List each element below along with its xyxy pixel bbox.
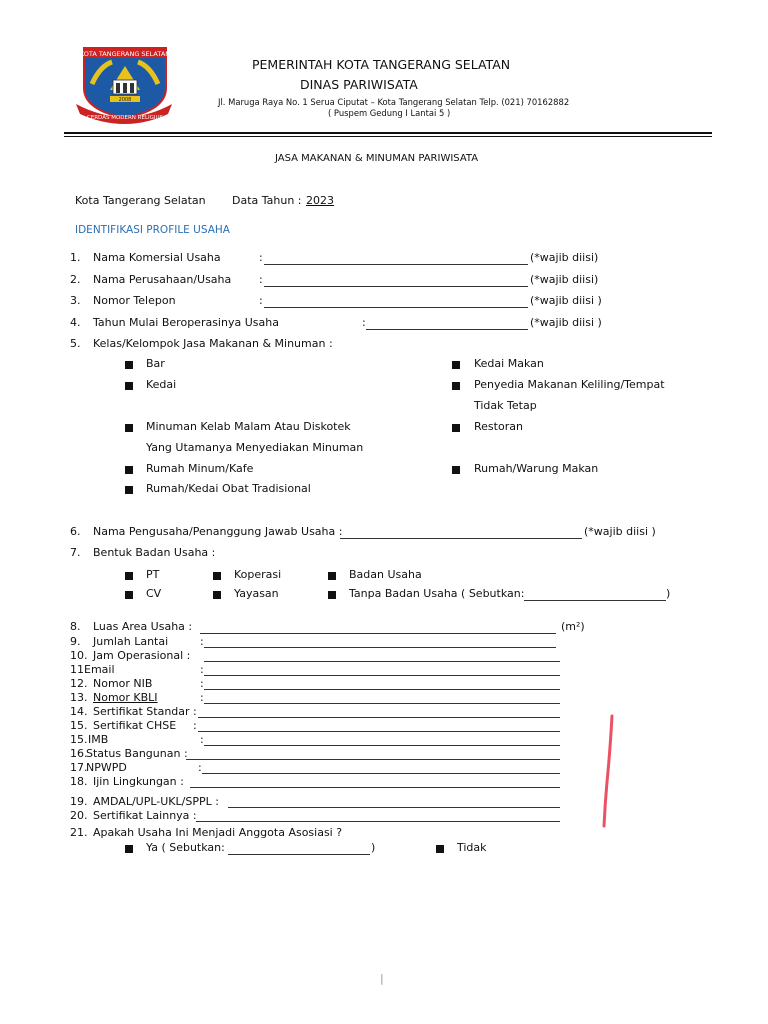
field-13-sep: : [200, 691, 204, 704]
logo-motto-text: CERDAS MODERN RELIGIUS [86, 115, 164, 121]
field-imb-input-line[interactable] [204, 745, 560, 746]
option-badan-usaha: Badan Usaha [349, 568, 422, 581]
field-14-input-line[interactable] [198, 717, 560, 718]
page-mark: | [380, 972, 384, 985]
field-4-note: (*wajib diisi ) [530, 316, 602, 329]
field-18-label: Ijin Lingkungan : [93, 775, 184, 788]
field-18-input-line[interactable] [190, 787, 560, 788]
header-rule-thick [64, 132, 712, 134]
field-15-sep: : [193, 719, 197, 732]
field-9-input-line[interactable] [204, 647, 556, 648]
option-koperasi: Koperasi [234, 568, 282, 581]
checkbox-pt[interactable] [125, 572, 133, 580]
option-penyedia-keliling: Penyedia Makanan Keliling/Tempat [474, 378, 665, 391]
field-imb-num: 15. [70, 733, 88, 746]
field-14-label: Sertifikat Standar : [93, 705, 197, 718]
field-13-num: 13. [70, 691, 88, 704]
option-kelab-malam: Minuman Kelab Malam Atau Diskotek [146, 420, 351, 433]
field-2-label: Nama Perusahaan/Usaha [93, 273, 232, 286]
field-11-input-line[interactable] [204, 675, 560, 676]
q5-label: Kelas/Kelompok Jasa Makanan & Minuman : [93, 337, 333, 350]
option-cv: CV [146, 587, 162, 600]
logo-year-text: 2008 [118, 97, 132, 103]
q7-num: 7. [70, 546, 81, 559]
checkbox-tanpa-badan-usaha[interactable] [328, 591, 336, 599]
field-11-sep: : [200, 663, 204, 676]
field-3-note: (*wajib diisi ) [530, 294, 602, 307]
checkbox-yayasan[interactable] [213, 591, 221, 599]
field-1-num: 1. [70, 251, 81, 264]
checkbox-kedai-obat[interactable] [125, 486, 133, 494]
field-16-label: Status Bangunan : [86, 747, 188, 760]
section-heading: IDENTIFIKASI PROFILE USAHA [75, 224, 230, 236]
checkbox-kedai-makan[interactable] [452, 361, 460, 369]
field-9-sep: : [200, 635, 204, 648]
field-11-label: Email [84, 663, 115, 676]
q7-specify-input-line[interactable] [524, 600, 666, 601]
field-12-label: Nomor NIB [93, 677, 153, 690]
field-3-input-line[interactable] [264, 307, 528, 308]
option-penyedia-keliling-cont: Tidak Tetap [474, 399, 537, 412]
field-1-input-line[interactable] [264, 264, 528, 265]
red-pen-mark [598, 712, 618, 830]
field-11-num: 11. [70, 663, 88, 676]
field-3-sep: : [259, 294, 263, 307]
option-tidak: Tidak [457, 841, 487, 854]
field-4-input-line[interactable] [366, 329, 528, 330]
checkbox-tidak[interactable] [436, 845, 444, 853]
q6-num: 6. [70, 525, 81, 538]
field-18-num: 18. [70, 775, 88, 788]
field-10-input-line[interactable] [204, 661, 560, 662]
q7-close-paren: ) [666, 587, 671, 600]
field-12-sep: : [200, 677, 204, 690]
field-12-input-line[interactable] [204, 689, 560, 690]
checkbox-rumah-minum[interactable] [125, 466, 133, 474]
field-9-num: 9. [70, 635, 81, 648]
option-kedai: Kedai [146, 378, 177, 391]
option-kedai-obat: Rumah/Kedai Obat Tradisional [146, 482, 311, 495]
q21-label: Apakah Usaha Ini Menjadi Anggota Asosiasi ? [93, 826, 343, 839]
option-bar: Bar [146, 357, 165, 370]
option-rumah-minum: Rumah Minum/Kafe [146, 462, 254, 475]
option-warung-makan: Rumah/Warung Makan [474, 462, 599, 475]
field-17-input-line[interactable] [202, 773, 560, 774]
checkbox-warung-makan[interactable] [452, 466, 460, 474]
checkbox-cv[interactable] [125, 591, 133, 599]
checkbox-restoran[interactable] [452, 424, 460, 432]
option-ya: Ya ( Sebutkan: [146, 841, 225, 854]
city-label: Kota Tangerang Selatan [75, 194, 206, 207]
field-1-label: Nama Komersial Usaha [93, 251, 221, 264]
field-20-input-line[interactable] [196, 821, 560, 822]
header-agency-title: DINAS PARIWISATA [300, 77, 418, 92]
q6-input-line[interactable] [340, 538, 582, 539]
field-2-num: 2. [70, 273, 81, 286]
field-3-label: Nomor Telepon [93, 294, 176, 307]
header-address-building: ( Puspem Gedung I Lantai 5 ) [328, 108, 451, 118]
field-17-num: 17. [70, 761, 88, 774]
year-label: Data Tahun : [232, 194, 302, 207]
field-15-num: 15. [70, 719, 88, 732]
logo-band-text: KOTA TANGERANG SELATAN [79, 50, 171, 58]
field-17-sep: : [198, 761, 202, 774]
field-4-num: 4. [70, 316, 81, 329]
field-3-num: 3. [70, 294, 81, 307]
q21-num: 21. [70, 826, 88, 839]
field-12-num: 12. [70, 677, 88, 690]
option-kelab-malam-cont: Yang Utamanya Menyediakan Minuman [146, 441, 364, 454]
field-19-input-line[interactable] [228, 807, 560, 808]
field-8-num: 8. [70, 620, 81, 633]
option-kedai-makan: Kedai Makan [474, 357, 544, 370]
field-imb-sep: : [200, 733, 204, 746]
option-yayasan: Yayasan [234, 587, 279, 600]
checkbox-penyedia-keliling[interactable] [452, 382, 460, 390]
field-10-label: Jam Operasional : [93, 649, 191, 662]
field-13-input-line[interactable] [204, 703, 560, 704]
field-19-label: AMDAL/UPL-UKL/SPPL : [93, 795, 219, 808]
field-20-label: Sertifikat Lainnya : [93, 809, 197, 822]
q21-specify-input-line[interactable] [228, 854, 370, 855]
doc-title: JASA MAKANAN & MINUMAN PARIWISATA [275, 153, 479, 164]
field-2-sep: : [259, 273, 263, 286]
field-15-label: Sertifikat CHSE [93, 719, 177, 732]
header-gov-title: PEMERINTAH KOTA TANGERANG SELATAN [252, 57, 511, 72]
checkbox-kelab-malam[interactable] [125, 424, 133, 432]
checkbox-ya[interactable] [125, 845, 133, 853]
header-address: Jl. Maruga Raya No. 1 Serua Ciputat – Kota Tangerang Selatan Telp. (021) 70162882 [218, 97, 570, 107]
q21-close-paren: ) [371, 841, 376, 854]
field-4-label: Tahun Mulai Beroperasinya Usaha [93, 316, 279, 329]
field-17-label: NPWPD [86, 761, 127, 774]
checkbox-kedai[interactable] [125, 382, 133, 390]
field-1-sep: : [259, 251, 263, 264]
field-20-num: 20. [70, 809, 88, 822]
field-8-input-line[interactable] [200, 633, 556, 634]
field-4-sep: : [362, 316, 366, 329]
field-8-label: Luas Area Usaha : [93, 620, 193, 633]
field-1-note: (*wajib diisi) [530, 251, 599, 264]
q7-label: Bentuk Badan Usaha : [93, 546, 216, 559]
field-9-label: Jumlah Lantai [93, 635, 169, 648]
unit-m2: (m²) [561, 620, 585, 633]
city-logo [70, 44, 178, 126]
year-value: 2023 [306, 194, 334, 207]
field-16-num: 16. [70, 747, 88, 760]
option-pt: PT [146, 568, 160, 581]
q6-label: Nama Pengusaha/Penanggung Jawab Usaha : [93, 525, 343, 538]
field-15-input-line[interactable] [198, 731, 560, 732]
field-14-num: 14. [70, 705, 88, 718]
checkbox-bar[interactable] [125, 361, 133, 369]
header-rule-thin [64, 136, 712, 137]
field-imb-label: IMB [88, 733, 109, 746]
field-19-num: 19. [70, 795, 88, 808]
checkbox-koperasi[interactable] [213, 572, 221, 580]
q6-note: (*wajib diisi ) [584, 525, 656, 538]
field-2-note: (*wajib diisi) [530, 273, 599, 286]
q5-num: 5. [70, 337, 81, 350]
field-13-label: Nomor KBLI [93, 691, 158, 704]
field-2-input-line[interactable] [264, 286, 528, 287]
field-10-num: 10. [70, 649, 88, 662]
field-16-input-line[interactable] [186, 759, 560, 760]
option-tanpa-badan-usaha: Tanpa Badan Usaha ( Sebutkan: [349, 587, 525, 600]
option-restoran: Restoran [474, 420, 523, 433]
checkbox-badan-usaha[interactable] [328, 572, 336, 580]
